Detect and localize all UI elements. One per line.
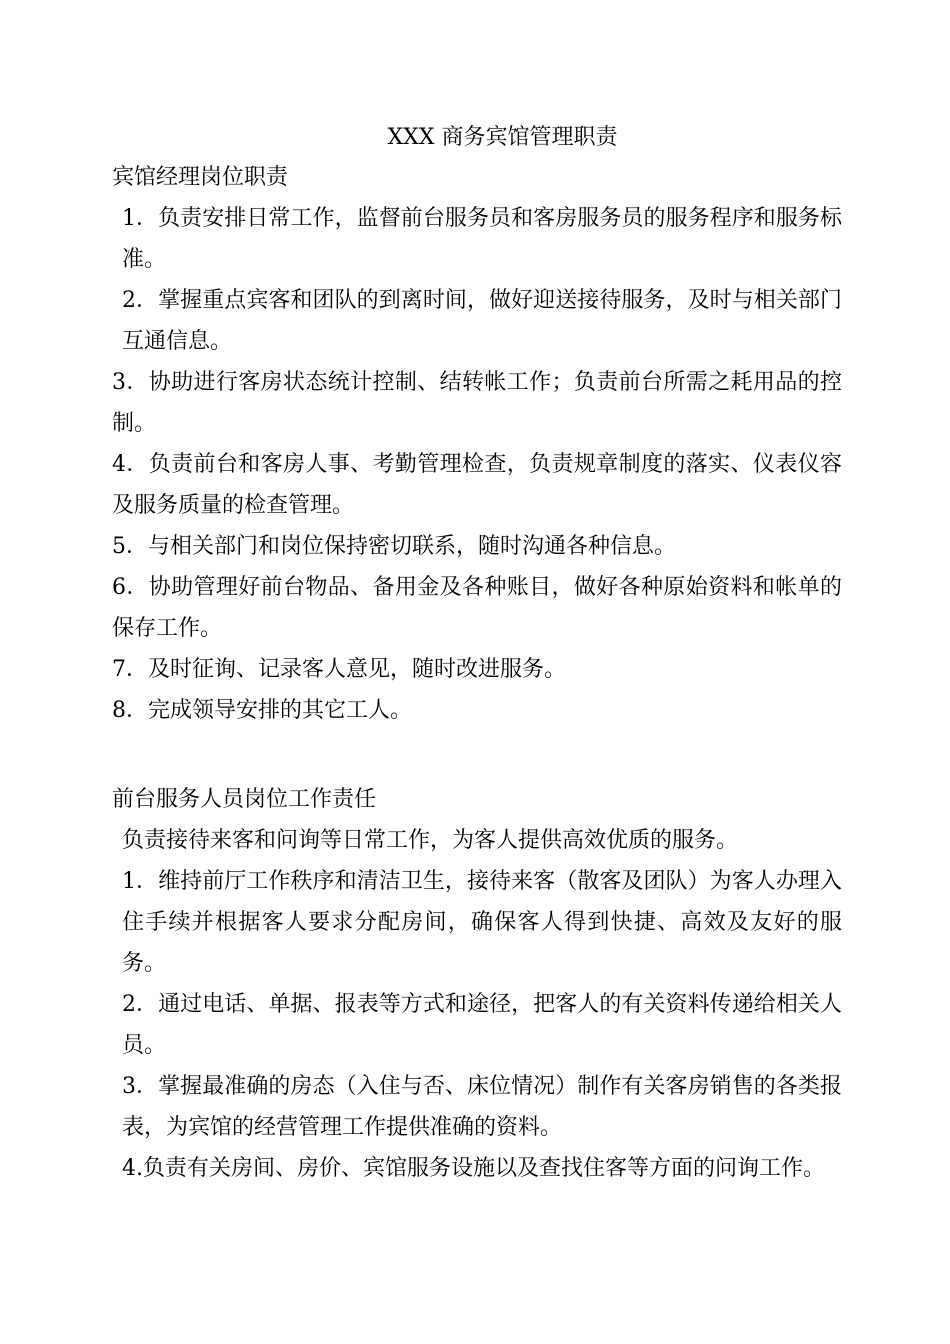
manager-duties-list <box>112 198 842 731</box>
section-heading-manager: 宾馆经理岗位职责 <box>112 165 289 190</box>
front-desk-duties-list <box>112 820 842 1189</box>
list-item: 8．完成领导安排的其它工人。 <box>112 698 412 723</box>
section-heading-front-desk: 前台服务人员岗位工作责任 <box>112 787 377 812</box>
list-item: 负责接待来客和问询等日常工作，为客人提供高效优质的服务。 <box>122 828 739 853</box>
list-item: 2．掌握重点宾客和团队的到离时间，做好迎送接待服务，及时与相关部门互通信息。 <box>122 288 842 354</box>
list-item: 3．掌握最准确的房态（入住与否、床位情况）制作有关客房销售的各类报表，为宾馆的经营管理工作提供准确的资料。 <box>122 1074 842 1140</box>
list-item: 1．负责安排日常工作，监督前台服务员和客房服务员的服务程序和服务标准。 <box>122 206 842 272</box>
list-item: 7．及时征询、记录客人意见，随时改进服务。 <box>112 657 566 682</box>
list-item: 4.负责有关房间、房价、宾馆服务设施以及查找住客等方面的问询工作。 <box>122 1156 825 1181</box>
list-item: 2．通过电话、单据、报表等方式和途径，把客人的有关资料传递给相关人员。 <box>122 992 842 1058</box>
list-item: 1．维持前厅工作秩序和清洁卫生，接待来客（散客及团队）为客人办理入住手续并根据客人要求分配房间，确保客人得到快捷、高效及友好的服务。 <box>122 869 842 976</box>
document-title: XXX 商务宾馆管理职责 <box>387 125 618 150</box>
list-item: 6．协助管理好前台物品、备用金及各种账目，做好各种原始资料和帐单的保存工作。 <box>112 575 842 641</box>
list-item: 3．协助进行客房状态统计控制、结转帐工作；负责前台所需之耗用品的控制。 <box>112 370 842 436</box>
list-item: 5．与相关部门和岗位保持密切联系，随时沟通各种信息。 <box>112 534 676 559</box>
list-item: 4．负责前台和客房人事、考勤管理检查，负责规章制度的落实、仪表仪容及服务质量的检查管理。 <box>112 452 842 518</box>
